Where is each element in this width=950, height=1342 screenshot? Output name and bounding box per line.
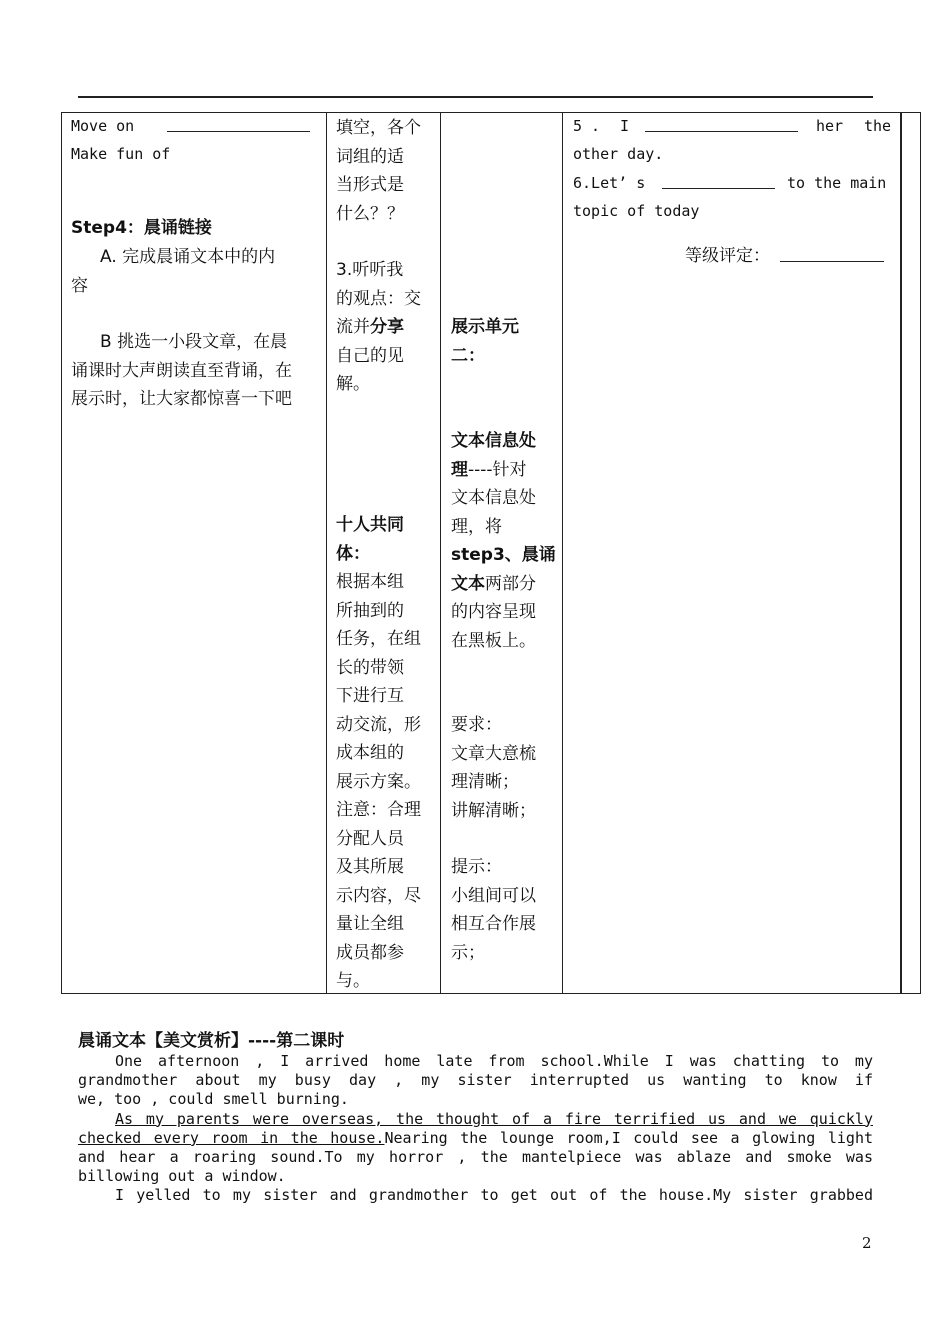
blank-move-on[interactable] bbox=[167, 117, 310, 132]
col2-line: 当形式是 bbox=[336, 175, 404, 195]
col3-line: 相互合作展 bbox=[451, 914, 536, 934]
q5-i: I bbox=[620, 117, 630, 135]
grade-label: 等级评定： bbox=[685, 246, 770, 266]
grade-blank[interactable] bbox=[780, 247, 884, 262]
page-number: 2 bbox=[862, 1234, 872, 1252]
col2-line: 展示方案。 bbox=[336, 771, 421, 792]
header-rule bbox=[78, 96, 873, 98]
col3-bold-text: 理 bbox=[451, 459, 468, 480]
col3-process-block bbox=[451, 427, 556, 655]
col2-bold-text: 分享 bbox=[370, 317, 404, 337]
col3-line: 讲解清晰； bbox=[451, 800, 536, 821]
passage-text: Nearing the lounge room,I could see a glowing light bbox=[384, 1128, 873, 1147]
col2-line: 及其所展 bbox=[336, 857, 404, 877]
col2-line: 3.听听我 bbox=[336, 260, 404, 280]
passage-line bbox=[78, 1129, 873, 1148]
col3-requirements bbox=[451, 711, 536, 825]
col2-line: 根据本组 bbox=[336, 572, 404, 592]
col3-text: ----针对 bbox=[468, 459, 527, 480]
col3-line: 文本信息处 bbox=[451, 431, 536, 451]
col3-line bbox=[451, 570, 556, 599]
col3-line bbox=[451, 456, 556, 485]
group-title-line: 体： bbox=[336, 543, 370, 564]
col3-line: step3、晨诵 bbox=[451, 545, 556, 565]
col2-line: 解。 bbox=[336, 374, 370, 394]
col2-line: 词组的适 bbox=[336, 146, 404, 167]
col3-bold-text: 文本 bbox=[451, 573, 485, 594]
q5-the: the bbox=[864, 117, 892, 135]
q6-end: to the main bbox=[787, 174, 887, 192]
passage-underlined-text: checked every room in the house. bbox=[78, 1128, 385, 1147]
phrase-make-fun-of: Make fun of bbox=[71, 145, 171, 163]
table-right-rule bbox=[900, 112, 901, 994]
passage-line: I yelled to my sister and grandmother to get out of the house.My sister grabbed bbox=[115, 1186, 873, 1205]
col3-line: 要求： bbox=[451, 715, 502, 735]
group-title bbox=[336, 511, 404, 568]
unit-title bbox=[451, 313, 519, 370]
unit-title-line: 展示单元 bbox=[451, 317, 519, 337]
q6-start: 6.Let’ s bbox=[573, 174, 646, 192]
q5-number: 5 . bbox=[573, 117, 601, 135]
col3-line: 在黑板上。 bbox=[451, 630, 536, 651]
phrase-move-on: Move on bbox=[71, 117, 135, 135]
group-title-line: 十人共同 bbox=[336, 515, 404, 535]
col3-line: 示； bbox=[451, 942, 485, 963]
col3-tips bbox=[451, 853, 536, 967]
item-b-line-3: 展示时，让大家都惊喜一下吧 bbox=[71, 389, 292, 409]
col2-line: 与。 bbox=[336, 971, 370, 991]
q6-line-2: topic of today bbox=[573, 202, 700, 220]
q5-line-2: other day. bbox=[573, 145, 664, 163]
col3-line: 理，将 bbox=[451, 516, 502, 537]
col2-line: 成员都参 bbox=[336, 942, 404, 963]
col3-line: 理清晰； bbox=[451, 772, 519, 792]
col2-line: 什么？？ bbox=[336, 203, 404, 224]
blank-q5[interactable] bbox=[645, 117, 798, 132]
col2-line: 填空，各个 bbox=[336, 118, 421, 138]
col2-line: 注意：合理 bbox=[336, 800, 421, 820]
blank-q6[interactable] bbox=[662, 174, 775, 189]
item-b bbox=[71, 328, 292, 414]
col2-line: 示内容，尽 bbox=[336, 885, 421, 906]
col2-text: 流并 bbox=[336, 317, 370, 337]
passage-underlined-line: As my parents were overseas, the thought of a fire terrified us and we quickly bbox=[115, 1109, 873, 1128]
item-b-line-1: B 挑选一小段文章，在晨 bbox=[100, 332, 288, 352]
item-a-line-1: A. 完成晨诵文本中的内 bbox=[100, 247, 276, 267]
col2-line: 动交流，形 bbox=[336, 714, 421, 735]
col3-line: 文本信息处 bbox=[451, 488, 536, 508]
passage-line: One afternoon , I arrived home late from school.While I was chatting to my bbox=[115, 1052, 873, 1070]
col2-line: 所抽到的 bbox=[336, 600, 404, 621]
col2-line: 量让全组 bbox=[336, 914, 404, 934]
item-a-line-2: 容 bbox=[71, 275, 88, 296]
item-a bbox=[71, 243, 275, 300]
col2-line: 任务，在组 bbox=[336, 629, 421, 649]
col2-block-b bbox=[336, 256, 421, 399]
col3-line: 文章大意梳 bbox=[451, 743, 536, 764]
q5-her: her bbox=[816, 117, 844, 135]
passage-heading: 晨诵文本【美文赏析】----第二课时 bbox=[78, 1031, 345, 1051]
col3-line: 小组间可以 bbox=[451, 885, 536, 906]
col2-line: 分配人员 bbox=[336, 828, 404, 849]
lesson-table bbox=[61, 112, 921, 994]
unit-title-line: 二： bbox=[451, 345, 485, 366]
col3-text: 两部分 bbox=[485, 573, 536, 594]
col3-line: 提示： bbox=[451, 857, 502, 877]
col2-line bbox=[336, 313, 421, 342]
col2-line: 长的带领 bbox=[336, 657, 404, 678]
passage-line: and hear a roaring sound.To my horror , the mantelpiece was ablaze and smoke was bbox=[78, 1148, 873, 1167]
col2-line: 的观点：交 bbox=[336, 288, 421, 309]
passage-line: we, too , could smell burning. bbox=[78, 1090, 349, 1109]
column-4 bbox=[563, 113, 902, 993]
col2-line: 成本组的 bbox=[336, 743, 404, 763]
col2-block-a bbox=[336, 114, 421, 228]
col2-line: 自己的见 bbox=[336, 345, 404, 366]
col2-block-c bbox=[336, 568, 421, 996]
col2-line: 下进行互 bbox=[336, 686, 404, 706]
passage-body bbox=[78, 1052, 873, 1206]
col3-line: 的内容呈现 bbox=[451, 602, 536, 622]
passage-line: grandmother about my busy day , my sister interrupted us wanting to know if bbox=[78, 1071, 873, 1090]
passage-line: billowing out a window. bbox=[78, 1167, 286, 1186]
item-b-line-2: 诵课时大声朗读直至背诵，在 bbox=[71, 360, 292, 381]
step4-title: Step4：晨诵链接 bbox=[71, 218, 212, 238]
